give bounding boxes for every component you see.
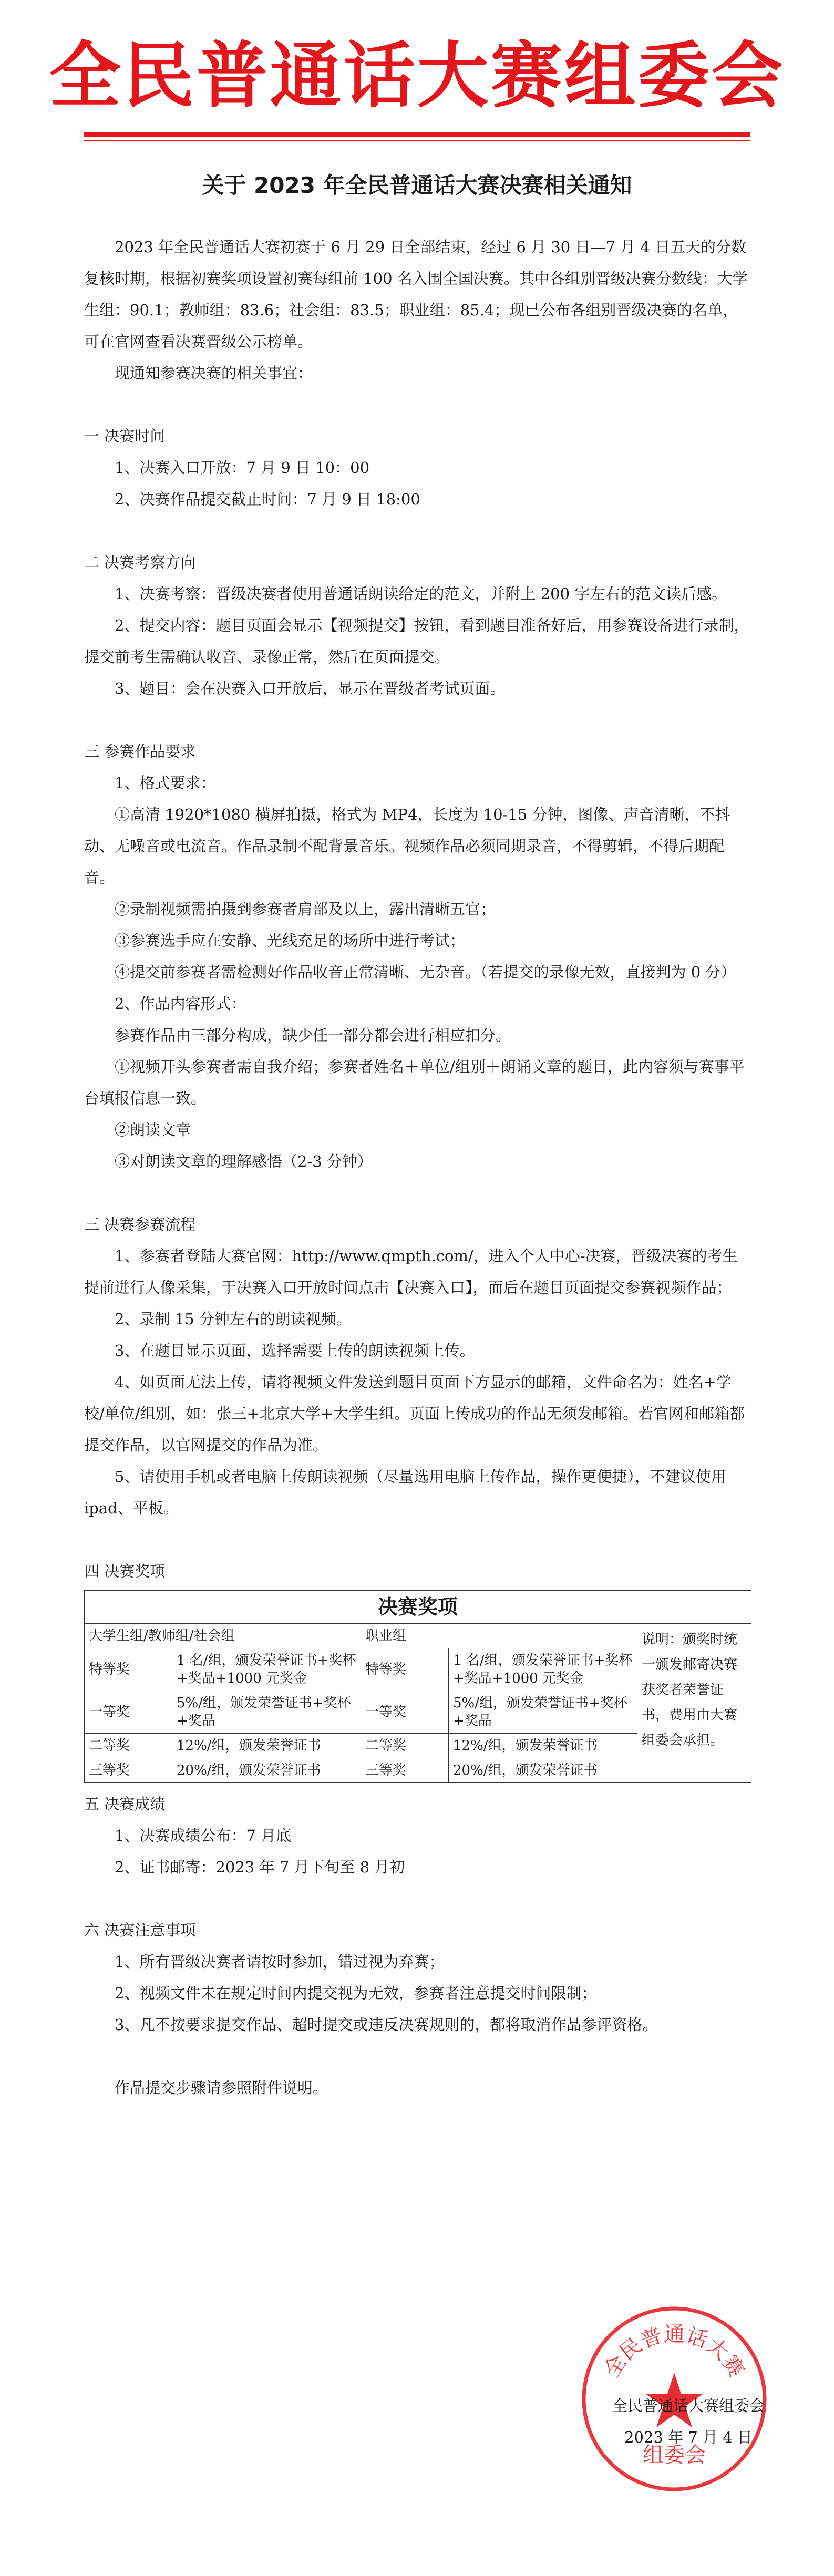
award-desc: 12%/组，颁发荣誉证书	[449, 1734, 637, 1758]
group-header-a: 大学生组/教师组/社会组	[85, 1624, 361, 1648]
award-level: 二等奖	[85, 1734, 172, 1758]
subheading: 1、格式要求：	[115, 774, 216, 792]
list-item: ④提交前参赛者需检测好作品收音正常清晰、无杂音。（若提交的录像无效，直接判为 0 分）	[115, 963, 736, 981]
list-item: 3、题目：会在决赛入口开放后，显示在晋级者考试页面。	[115, 679, 506, 697]
intro-paragraph: 2023 年全民普通话大赛初赛于 6 月 29 日全部结束，经过 6 月 30 日—7 月 4 日五天的分数复核时期，根据初赛奖项设置初赛每组前 100 名入围全国决赛。其中各组别晋级决赛分数线：大学生组：90.1；教师组：83.6；社会组：83.5；职业组：85.4；现已公布各组别晋级决赛的名单，可在官网查看决赛晋级公示榜单。	[84, 238, 748, 351]
awards-table-caption: 决赛奖项	[85, 1591, 751, 1624]
subheading: 2、作品内容形式：	[115, 995, 246, 1013]
award-level: 三等奖	[85, 1758, 172, 1783]
org-letterhead-title: 全民普通话大赛组委会	[49, 35, 785, 118]
document-body	[84, 231, 751, 2104]
list-item: ③对朗读文章的理解感悟（2-3 分钟）	[115, 1152, 373, 1170]
paragraph: 参赛作品由三部分构成，缺少任一部分都会进行相应扣分。	[115, 1026, 511, 1044]
section-heading: 三 决赛参赛流程	[84, 1215, 196, 1233]
document-title: 关于 2023 年全民普通话大赛决赛相关通知	[202, 172, 632, 198]
list-item: 1、决赛考察：晋级决赛者使用普通话朗读给定的范文，并附上 200 字左右的范文读后感。	[115, 585, 727, 603]
list-item: 2、决赛作品提交截止时间：7 月 9 日 18:00	[115, 490, 420, 508]
award-level: 特等奖	[85, 1648, 172, 1691]
award-desc: 1 名/组，颁发荣誉证书+奖杯+奖品+1000 元奖金	[449, 1648, 637, 1691]
awards-note: 说明：颁奖时统一颁发邮寄决赛获奖者荣誉证书，费用由大赛组委会承担。	[637, 1624, 751, 1783]
list-item: 3、在题目显示页面，选择需要上传的朗读视频上传。	[115, 1342, 475, 1359]
award-level: 二等奖	[361, 1734, 449, 1758]
list-item: 1、参赛者登陆大赛官网：http://www.qmpth.com/，进入个人中心-决赛，晋级决赛的考生提前进行人像采集，于决赛入口开放时间点击【决赛入口】，而后在题目页面提交参赛视频作品；	[84, 1247, 738, 1296]
letterhead-rule-thin	[84, 140, 750, 141]
award-desc: 5%/组，颁发荣誉证书+奖杯+奖品	[172, 1691, 361, 1734]
section-heading: 五 决赛成绩	[84, 1795, 166, 1813]
award-level: 一等奖	[85, 1691, 172, 1734]
awards-table	[84, 1590, 751, 1783]
award-level: 特等奖	[361, 1648, 449, 1691]
award-desc: 20%/组，颁发荣誉证书	[449, 1758, 637, 1783]
section-heading: 二 决赛考察方向	[84, 553, 196, 571]
list-item: 1、决赛成绩公布：7 月底	[115, 1827, 292, 1845]
award-desc: 12%/组，颁发荣誉证书	[172, 1734, 361, 1758]
intro-lead: 现通知参赛决赛的相关事宜：	[115, 364, 313, 382]
list-item: 2、录制 15 分钟左右的朗读视频。	[115, 1310, 352, 1328]
signature-org: 全民普通话大赛组委会	[612, 2397, 765, 2415]
signature-date: 2023 年 7 月 4 日	[624, 2428, 753, 2446]
list-item: 1、所有晋级决赛者请按时参加，错过视为弃赛；	[115, 1953, 445, 1971]
award-desc: 1 名/组，颁发荣誉证书+奖杯+奖品+1000 元奖金	[172, 1648, 361, 1691]
closing-note: 作品提交步骤请参照附件说明。	[115, 2079, 328, 2097]
award-level: 一等奖	[361, 1691, 449, 1734]
list-item: 2、提交内容：题目页面会显示【视频提交】按钮，看到题目准备好后，用参赛设备进行录制，提交前考生需确认收音、录像正常，然后在页面提交。	[84, 616, 749, 666]
section-heading: 一 决赛时间	[84, 427, 166, 445]
list-item: ②录制视频需拍摄到参赛者肩部及以上，露出清晰五官；	[115, 900, 496, 918]
signature-block	[594, 2390, 783, 2453]
section-heading: 四 决赛奖项	[84, 1562, 166, 1580]
letterhead-rule	[84, 132, 750, 137]
list-item: ③参赛选手应在安静、光线充足的场所中进行考试；	[115, 932, 466, 950]
award-level: 三等奖	[361, 1758, 449, 1783]
section-heading: 三 参赛作品要求	[84, 743, 196, 760]
list-item: 4、如页面无法上传，请将视频文件发送到题目页面下方显示的邮箱，文件命名为：姓名+学校/单位/组别，如：张三+北京大学+大学生组。页面上传成功的作品无须发邮箱。若官网和邮箱都提交作品，以官网提交的作品为准。	[84, 1373, 745, 1454]
seal-bottom-text: 组委会	[643, 2443, 706, 2467]
list-item: 3、凡不按要求提交作品、超时提交或违反决赛规则的，都将取消作品参评资格。	[115, 2016, 658, 2034]
list-item: 5、请使用手机或者电脑上传朗读视频（尽量选用电脑上传作品，操作更便捷），不建议使用 ipad、平板。	[84, 1468, 726, 1517]
list-item: ①高清 1920*1080 横屏拍摄，格式为 MP4，长度为 10-15 分钟，图像、声音清晰，不抖动、无噪音或电流音。作品录制不配背景音乐。视频作品必须同期录音，不得剪辑，不得后期配音。	[84, 806, 730, 887]
group-header-b: 职业组	[361, 1624, 637, 1648]
list-item: 1、决赛入口开放：7 月 9 日 10：00	[115, 459, 370, 477]
seal-top-text: 全民普通话大赛	[599, 2322, 749, 2382]
list-item: 2、视频文件未在规定时间内提交视为无效，参赛者注意提交时间限制；	[115, 1984, 597, 2002]
award-desc: 5%/组，颁发荣誉证书+奖杯+奖品	[449, 1691, 637, 1734]
list-item: 2、证书邮寄：2023 年 7 月下旬至 8 月初	[115, 1858, 405, 1876]
list-item: ①视频开头参赛者需自我介绍；参赛者姓名＋单位/组别＋朗诵文章的题目，此内容须与赛事平台填报信息一致。	[84, 1058, 745, 1107]
award-desc: 20%/组，颁发荣誉证书	[172, 1758, 361, 1783]
section-heading: 六 决赛注意事项	[84, 1921, 196, 1939]
list-item: ②朗读文章	[115, 1121, 191, 1139]
